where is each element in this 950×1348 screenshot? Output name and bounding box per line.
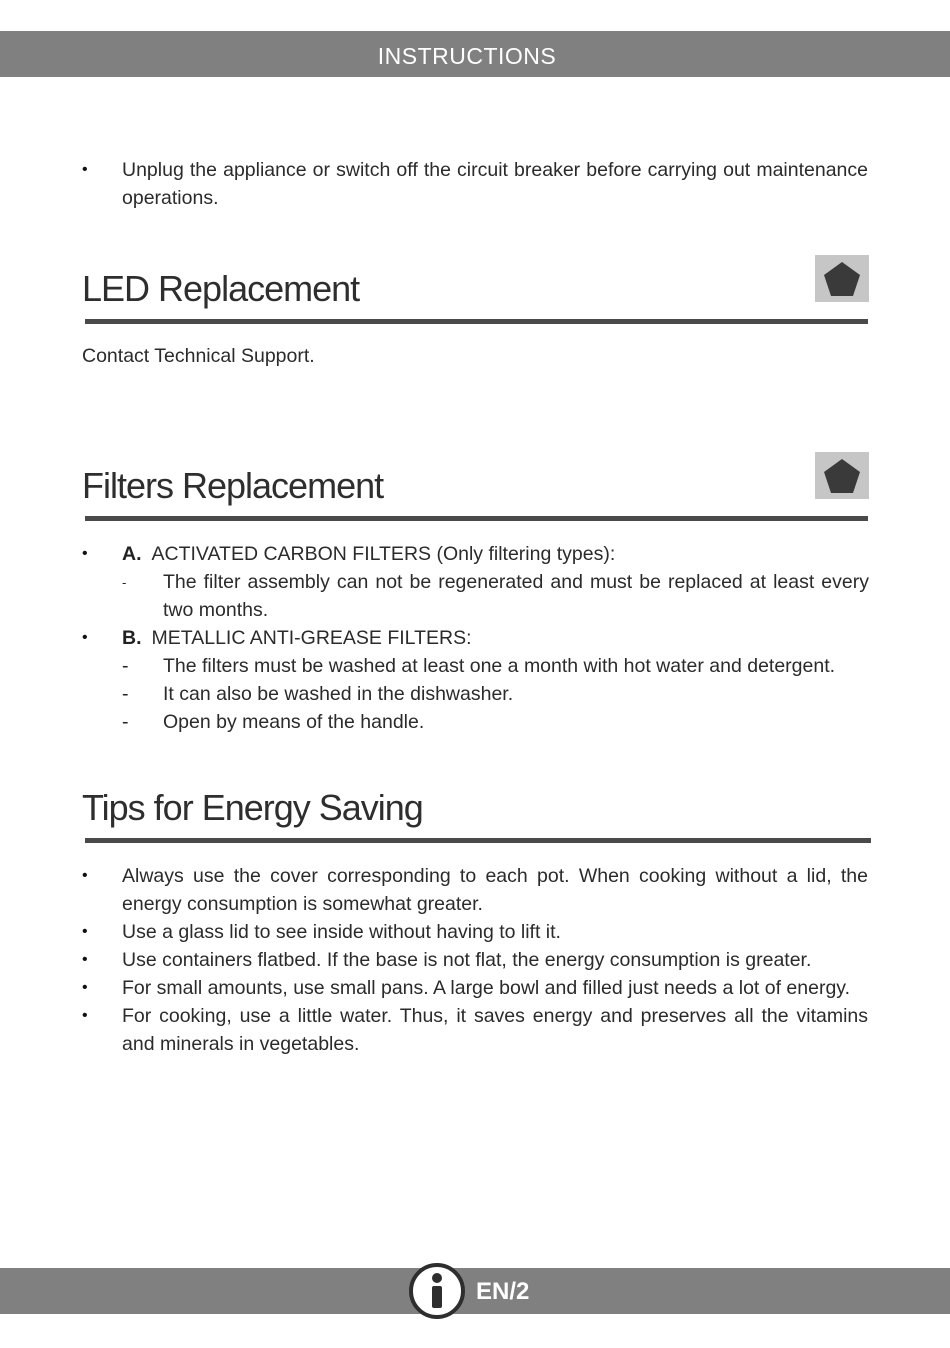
- bullet: •: [82, 867, 88, 884]
- bullet: •: [82, 923, 88, 940]
- footer-bar: [0, 1268, 950, 1314]
- pentagon-icon: [815, 255, 869, 302]
- dash: -: [122, 655, 129, 677]
- filter-item-label: ACTIVATED CARBON FILTERS (Only filtering types):: [151, 543, 616, 565]
- section-title-tips: Tips for Energy Saving: [82, 787, 423, 828]
- tips-item: Use a glass lid to see inside without having to lift it.: [122, 921, 561, 943]
- section-rule: [85, 516, 868, 521]
- bullet: •: [82, 1007, 88, 1024]
- tips-item: Use containers flatbed. If the base is not flat, the energy consumption is greater.: [122, 949, 812, 971]
- header-title: INSTRUCTIONS: [377, 42, 557, 69]
- filter-item-b: [122, 624, 868, 652]
- filter-sub-item: The filters must be washed at least one a month with hot water and detergent.: [163, 655, 836, 677]
- bullet: •: [82, 161, 88, 178]
- info-icon: [409, 1263, 465, 1319]
- page-number: EN/2: [476, 1278, 530, 1305]
- filter-sub-item: Open by means of the handle.: [163, 711, 425, 733]
- pentagon-icon: [815, 452, 869, 499]
- filter-item-letter: B.: [122, 627, 142, 649]
- intro-text: Unplug the appliance or switch off the circuit breaker before carrying out maintenance operations.: [122, 159, 868, 209]
- bullet: •: [82, 951, 88, 968]
- bullet: •: [82, 979, 88, 996]
- section-rule: [85, 838, 871, 843]
- filter-sub-item: The filter assembly can not be regenerated and must be replaced at least every two months.: [163, 571, 869, 621]
- led-body: Contact Technical Support.: [82, 345, 315, 367]
- tips-item: Always use the cover corresponding to each pot. When cooking without a lid, the energy consumption is somewhat greater.: [122, 865, 868, 915]
- dash: -: [122, 683, 129, 705]
- dash: -: [122, 575, 127, 590]
- filter-sub-item: It can also be washed in the dishwasher.: [163, 683, 514, 705]
- section-rule: [85, 319, 868, 324]
- tips-item: For small amounts, use small pans. A large bowl and filled just needs a lot of energy.: [122, 977, 851, 999]
- filter-item-a: [122, 540, 868, 568]
- tips-item: For cooking, use a little water. Thus, it saves energy and preserves all the vitamins and minerals in vegetables.: [122, 1005, 868, 1055]
- bullet: •: [82, 629, 88, 646]
- filter-item-letter: A.: [122, 543, 142, 565]
- filter-item-label: METALLIC ANTI-GREASE FILTERS:: [151, 627, 472, 649]
- section-title-led: LED Replacement: [82, 268, 360, 309]
- dash: -: [122, 711, 129, 733]
- bullet: •: [82, 545, 88, 562]
- section-title-filters: Filters Replacement: [82, 465, 384, 506]
- header-bar: [0, 31, 950, 77]
